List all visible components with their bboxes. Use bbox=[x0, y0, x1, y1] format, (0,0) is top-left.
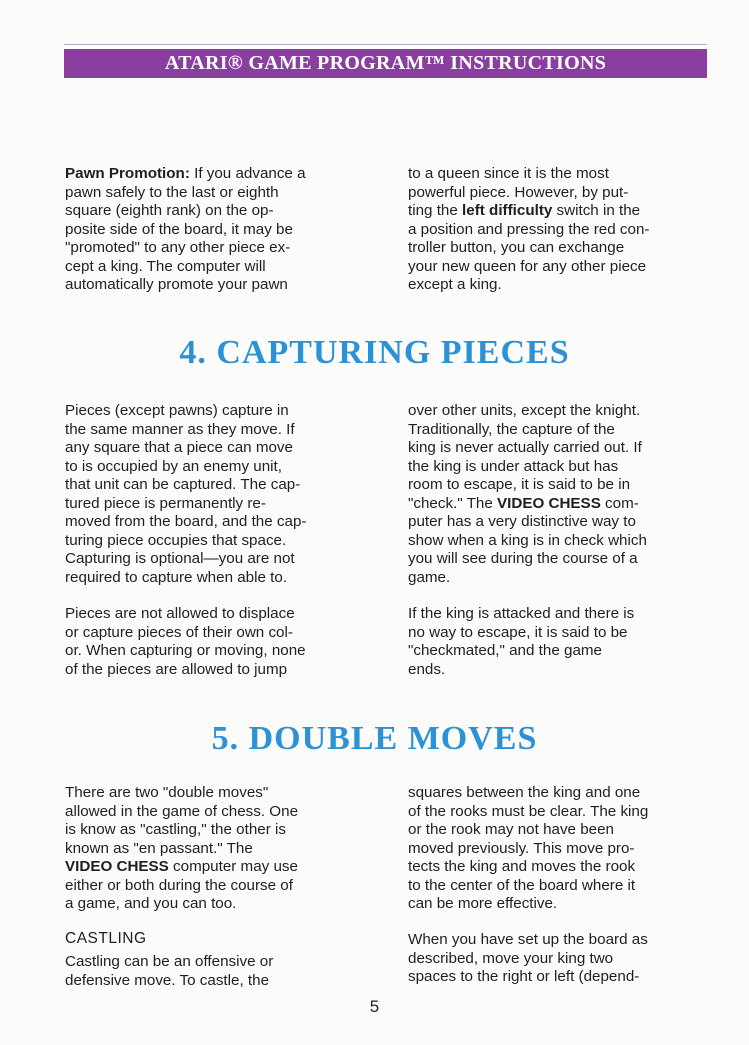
section-4-right-text-2: com- puter has a very distinctive way to show when a king is in check which you will see during the course of a game. bbox=[408, 494, 647, 586]
header-rule bbox=[64, 44, 707, 45]
header-banner bbox=[64, 49, 707, 78]
pawn-promotion-left bbox=[65, 165, 306, 295]
section-5-left-text-1: There are two "double moves" allowed in the game of chess. One is know as "castling," the other is known as "en passant." The bbox=[65, 784, 299, 857]
section-4-right-text-1: over other units, except the knight. Traditionally, the capture of the king is never actually carried out. If the king is under attack but has room to escape, it is said to be in "check." The bbox=[408, 402, 642, 512]
header-banner-text: ATARI® GAME PROGRAM™ INSTRUCTIONS bbox=[164, 52, 607, 74]
section-5-right-paragraph-2: When you have set up the board as described, move your king two spaces to the right or left (depend- bbox=[408, 931, 648, 985]
section-5-left-paragraph-1 bbox=[65, 784, 298, 914]
section-4-right-paragraph-1 bbox=[408, 402, 647, 587]
section-4-left-paragraph-2: Pieces are not allowed to displace or capture pieces of their own col- or. When capturing or moving, none of the pieces are allowed to jump bbox=[65, 605, 306, 678]
left-difficulty-term: left difficulty bbox=[462, 202, 553, 219]
section-5-right-paragraph-1: squares between the king and one of the rooks must be clear. The king or the rook may not have been moved previously. This move pro- tects the king and moves the rook to the center of the board where it can be more effective. bbox=[408, 784, 649, 912]
pawn-promotion-label: Pawn Promotion: bbox=[65, 165, 190, 182]
pawn-promotion-right-text-1: to a queen since it is the most powerful piece. However, by put- ting the bbox=[408, 165, 629, 219]
section-5-left-paragraph-2: Castling can be an offensive or defensive move. To castle, the bbox=[65, 953, 274, 989]
section-4-right-paragraph-2: If the king is attacked and there is no way to escape, it is said to be "checkmated," and the game ends. bbox=[408, 605, 635, 678]
pawn-promotion-right-text-2: switch in the a position and pressing the red con- troller button, you can exchange your new queen for any other piece except a king. bbox=[408, 202, 650, 293]
castling-subheading: CASTLING bbox=[65, 930, 147, 947]
section-5-heading: 5. DOUBLE MOVES bbox=[211, 720, 538, 757]
page-number: 5 bbox=[369, 997, 380, 1016]
section-4-left-paragraph-1: Pieces (except pawns) capture in the same manner as they move. If any square that a piece can move to is occupied by an enemy unit, that unit can be captured. The cap- tured piece is permanently re- moved from the board, and the cap- turing piece occupies that space. Capturing is optional—you are not required to capture when able to. bbox=[65, 402, 307, 586]
video-chess-term: VIDEO CHESS bbox=[497, 494, 601, 512]
section-4-heading: 4. CAPTURING PIECES bbox=[179, 334, 570, 371]
video-chess-term: VIDEO CHESS bbox=[65, 858, 169, 875]
pawn-promotion-right bbox=[408, 165, 649, 295]
section-5-left-text-2: computer may use either or both during the course of a game, and you can too. bbox=[65, 858, 298, 912]
pawn-promotion-left-text: If you advance a pawn safely to the last or eighth square (eighth rank) on the op- posite side of the board, it may be "promoted" to any other piece ex- cept a king. The computer will automatically promote your pawn bbox=[65, 165, 306, 293]
